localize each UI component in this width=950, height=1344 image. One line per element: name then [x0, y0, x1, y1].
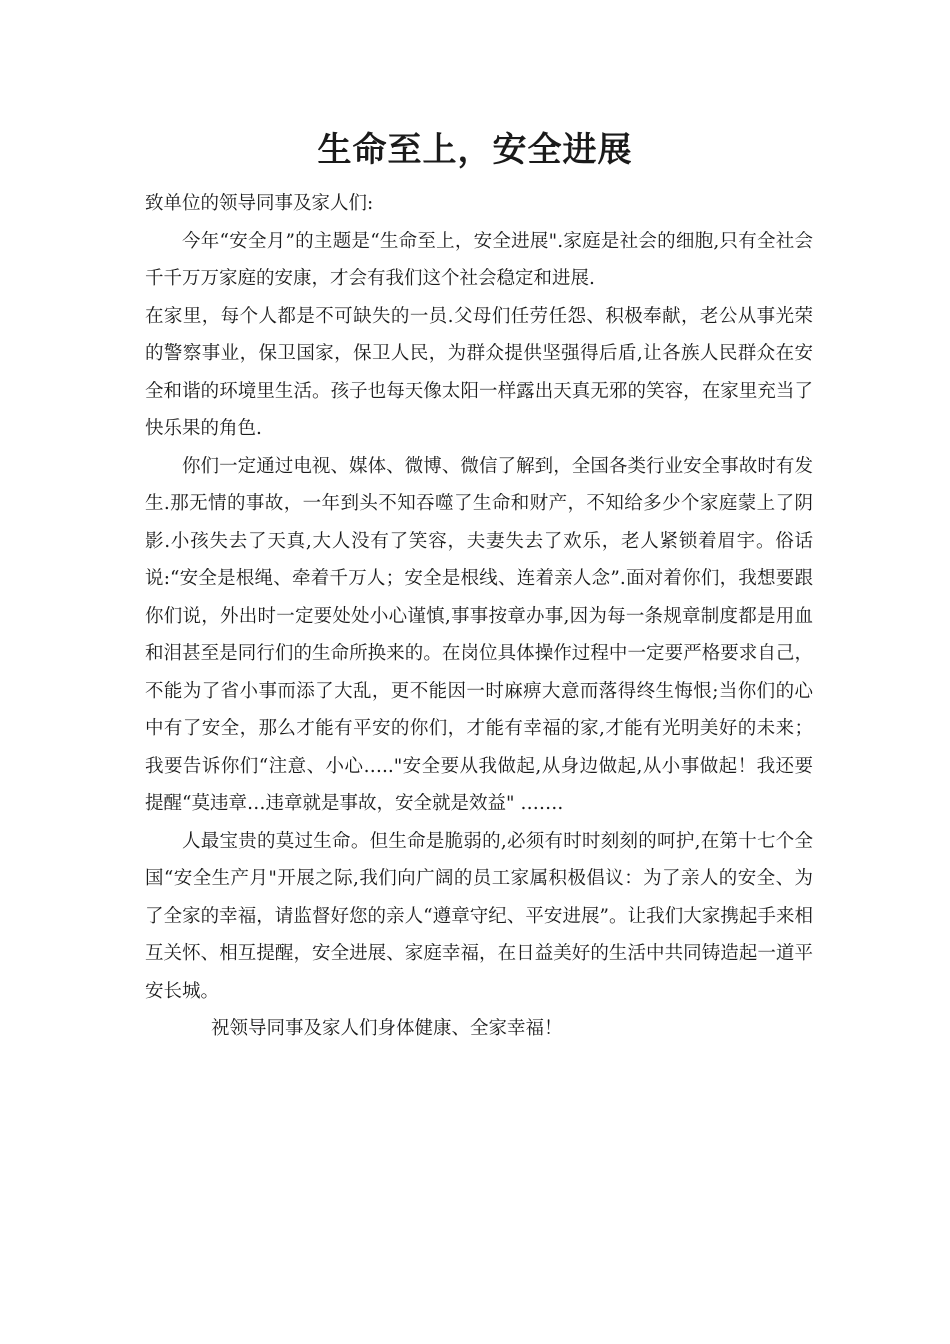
closing-wish: 祝领导同事及家人们身体健康、全家幸福！ [211, 1018, 563, 1039]
paragraph-initiative: 人最宝贵的莫过生命。但生命是脆弱的,必须有时时刻刻的呵护,在第十七个全国“安全生产月"开展之际,我们向广阔的员工家属积极倡议：为了亲人的安全、为了全家的幸福，请监督好您的亲人“遵章守纪、平安进展”。让我们大家携起手来相互关怀、相互提醒，安全进展、家庭幸福，在日益美好的生活中共同铸造起一道平安长城。 [145, 830, 813, 1002]
salutation: 致单位的领导同事及家人们: [145, 193, 374, 214]
document-body [145, 185, 813, 1048]
document-title: 生命至上，安全进展 [317, 130, 633, 170]
paragraph-family: 在家里，每个人都是不可缺失的一员.父母们任劳任怨、积极奉献，老公从事光荣的警察事业，保卫国家，保卫人民，为群众提供坚强得后盾,让各族人民群众在安全和谐的环境里生活。孩子也每天像太阳一样露出天真无邪的笑容，在家里充当了快乐果的角色. [145, 305, 813, 439]
paragraph-accidents: 你们一定通过电视、媒体、微博、微信了解到，全国各类行业安全事故时有发生.那无情的事故，一年到头不知吞噬了生命和财产，不知给多少个家庭蒙上了阴影.小孩失去了天真,大人没有了笑容，夫妻失去了欢乐，老人紧锁着眉宇。俗话说:“安全是根绳、牵着千万人；安全是根线、连着亲人念”.面对着你们，我想要跟你们说，外出时一定要处处小心谨慎,事事按章办事,因为每一条规章制度都是用血和泪甚至是同行们的生命所换来的。在岗位具体操作过程中一定要严格要求自己，不能为了省小事而添了大乱，更不能因一时麻痹大意而落得终生悔恨;当你们的心中有了安全，那么才能有平安的你们，才能有幸福的家,才能有光明美好的未来；我要告诉你们“注意、小心….."安全要从我做起,从身边做起,从小事做起！我还要提醒“莫违章…违章就是事故，安全就是效益" ……. [145, 455, 813, 814]
paragraph-theme: 今年“安全月”的主题是“生命至上，安全进展".家庭是社会的细胞,只有全社会千千万万家庭的安康，才会有我们这个社会稳定和进展. [145, 230, 813, 289]
